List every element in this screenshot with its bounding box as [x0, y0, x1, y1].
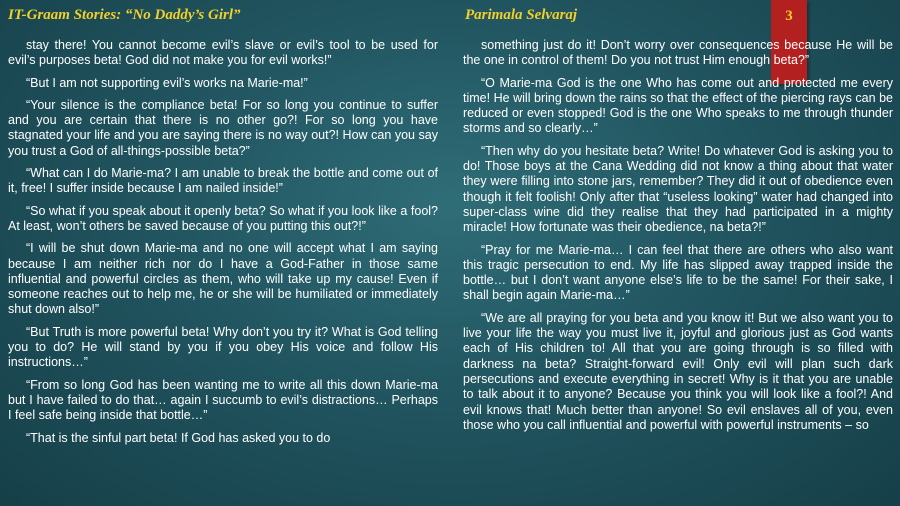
paragraph: “O Marie-ma God is the one Who has come out and protected me every time! He will bring down the rains so that the effect of the piercing rays can be reduced or even stopped! God is the one Who speaks to me through thunder storms and so clearly…”: [463, 75, 893, 136]
paragraph: “But Truth is more powerful beta! Why don’t you try it? What is God telling you to do? He will stand by you if you obey His voice and follow His instructions…”: [8, 324, 438, 370]
paragraph: “Then why do you hesitate beta? Write! Do whatever God is asking you to do! Those boys at the Cana Wedding did not know a thing about that water they were filling into stone jars, remember? They did it out of obedience even though it felt foolish! Only after that “useless looking” water had changed into super-class wine did they realise that they had participated in a mighty miracle! How fortunate was their obedience, na beta?!”: [463, 143, 893, 235]
paragraph: something just do it! Don’t worry over consequences because He will be the one in control of them! Do you not trust Him enough beta?”: [463, 38, 893, 68]
paragraph: “We are all praying for you beta and you know it! But we also want you to live your life the way you must live it, joyful and glorious just as God wants each of His children to! All that you are going through is so filled with darkness na beta? Straight-forward evil! Only evil will plan such dark persecutions and execute everything in secret! Why is it that you are unable to talk about it to anyone? Because you think you will look like a fool?! And evil knows that! Much better than anyone! So evil enslaves all of you, even those who you call influential and powerful with powerful instruments – so: [463, 310, 893, 432]
paragraph: “Pray for me Marie-ma… I can feel that there are others who also want this tragic persecution to end. My life has slipped away trapped inside the bottle… but I don’t want anyone else’s life to be the same! For their sake, I shall begin again Marie-ma…”: [463, 242, 893, 303]
paragraph: stay there! You cannot become evil’s slave or evil’s tool to be used for evil’s purposes beta! God did not make you for evil works!”: [8, 38, 438, 68]
paragraph: “From so long God has been wanting me to write all this down Marie-ma but I have failed to do that… again I succumb to evil’s distractions… Perhaps I feel safe being inside that bottle…”: [8, 377, 438, 423]
right-text-column: [463, 38, 893, 440]
paragraph: “That is the sinful part beta! If God has asked you to do: [26, 430, 331, 445]
paragraph: “Your silence is the compliance beta! For so long you continue to suffer and you are certain that there is no other go?! For so long you have stagnated your life and you are saying there is no way out?! How can you say you trust a God of all-things-possible beta?”: [8, 97, 438, 158]
paragraph: “But I am not supporting evil’s works na Marie-ma!”: [26, 75, 308, 90]
story-title: IT-Graam Stories: “No Daddy’s Girl”: [8, 7, 241, 23]
page-number: 3: [785, 8, 793, 24]
paragraph: “What can I do Marie-ma? I am unable to break the bottle and come out of it, free! I suffer inside because I am nailed inside!”: [8, 166, 438, 196]
left-text-column: [8, 38, 438, 453]
paragraph: “I will be shut down Marie-ma and no one will accept what I am saying because I am neither rich nor do I have a God-Father in those same influential and powerful circles as them, who will take up my cause! Even if someone reaches out to help me, he or she will be humiliated or immediately shut down also!”: [8, 241, 438, 317]
author-name: Parimala Selvaraj: [465, 7, 578, 23]
paragraph: “So what if you speak about it openly beta? So what if you look like a fool? At least, won’t others be saved because of you putting this out?!”: [8, 203, 438, 233]
